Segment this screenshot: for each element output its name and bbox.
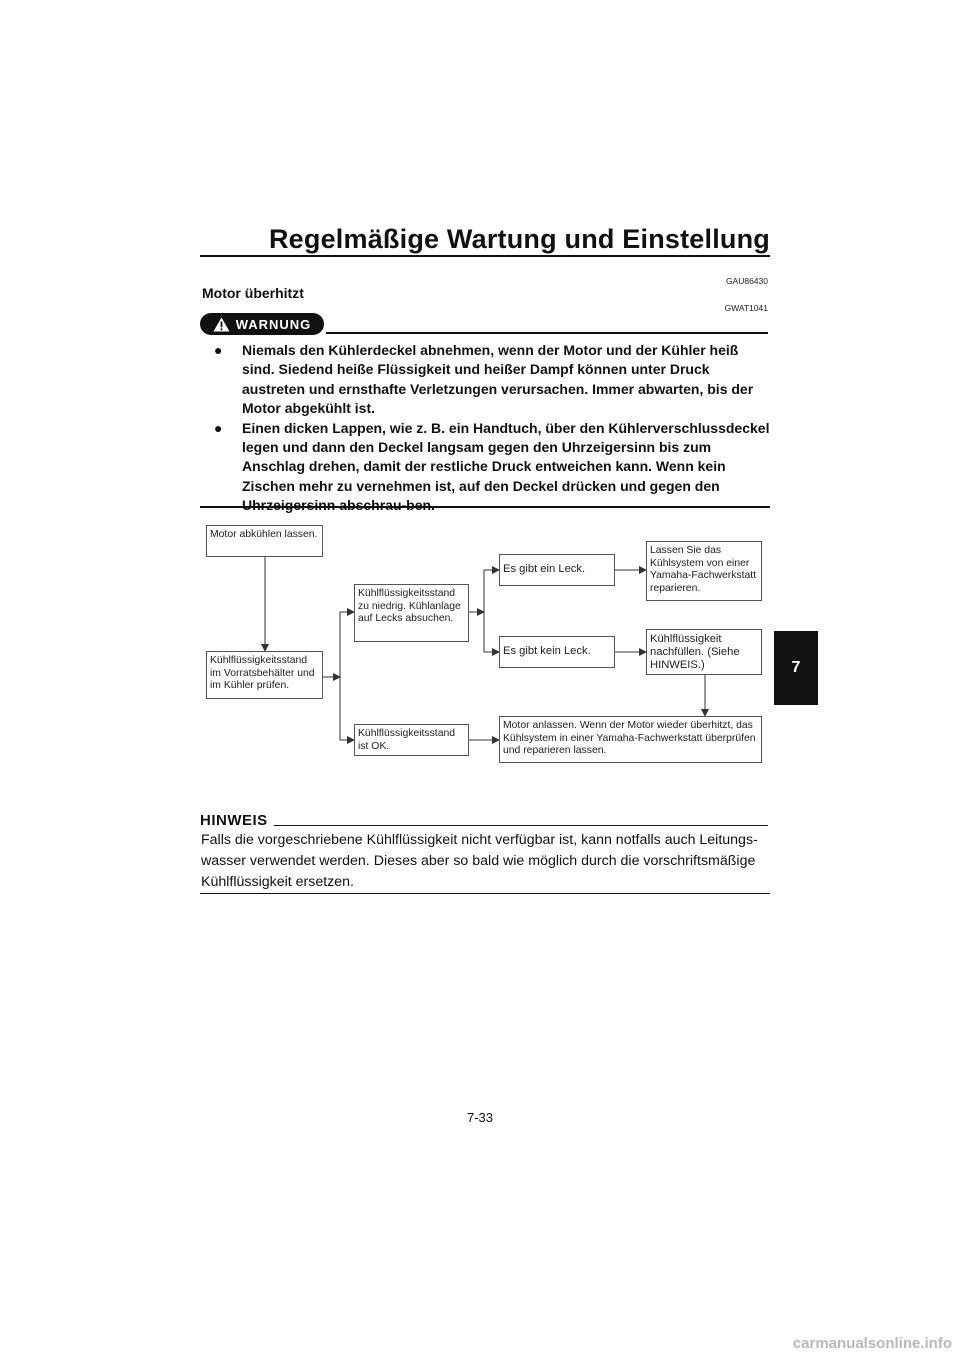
warning-code: GWAT1041 (724, 303, 768, 313)
chapter-tab-label: 7 (791, 659, 801, 676)
hinweis-text: Falls die vorgeschriebene Kühlflüssigkeit nicht verfügbar ist, kann notfalls auch Leitungs-wasser verwendet werden. Dieses aber so bald wie möglich durch die vorschriftsmäßige Kühlflüssigkeit ersetzen. (201, 832, 758, 890)
flow-box-refill: Kühlflüssigkeit nachfüllen. (Siehe HINWEIS.) (646, 629, 762, 675)
flow-box-level-ok: Kühlflüssigkeitsstand ist OK. (354, 724, 469, 756)
watermark: carmanualsonline.info (792, 1335, 952, 1352)
page-number: 7-33 (466, 1110, 494, 1125)
bullet-icon: ● (214, 342, 223, 358)
flow-box-no-leak: Es gibt kein Leck. (499, 636, 615, 668)
hinweis-label: HINWEIS (200, 812, 268, 829)
flow-box-cool-engine: Motor abkühlen lassen. (206, 525, 323, 557)
chapter-tab (774, 631, 818, 705)
flow-box-check-level: Kühlflüssigkeitsstand im Vorratsbehälter und im Kühler prüfen. (206, 651, 323, 699)
hinweis-rule (274, 825, 768, 826)
hinweis-end-rule (200, 893, 770, 894)
section-code: GAU86430 (725, 276, 768, 286)
flow-box-repair: Lassen Sie das Kühlsystem von einer Yamaha-Fachwerkstatt reparieren. (646, 541, 762, 601)
warning-item-text: Niemals den Kühlerdeckel abnehmen, wenn der Motor und der Kühler heiß sind. Siedend heiße Flüssigkeit und heißer Dampf können unter Druck austreten und ernsthafte Verletzungen verursachen. Immer abwarten, bis der Motor abgekühlt ist. (242, 342, 754, 417)
flow-box-start-engine: Motor anlassen. Wenn der Motor wieder überhitzt, das Kühlsystem in einer Yamaha-Fachwerkstatt überprüfen und reparieren lassen. (499, 716, 762, 763)
page-title: Regelmäßige Wartung und Einstellung (268, 224, 770, 254)
flow-box-level-low: Kühlflüssigkeitsstand zu niedrig. Kühlanlage auf Lecks absuchen. (354, 584, 469, 642)
warning-item-text: Einen dicken Lappen, wie z. B. ein Handtuch, über den Kühlerverschlussdeckel legen und dann den Deckel langsam gegen den Uhrzeigersinn bis zum Anschlag drehen, damit der restliche Druck entweichen kann. Wenn kein Zischen mehr zu vernehmen ist, auf den Deckel drücken und gegen den (242, 419, 770, 494)
flow-box-leak: Es gibt ein Leck. (499, 554, 615, 586)
warning-label: WARNUNG (235, 316, 312, 332)
section-title: Motor überhitzt (202, 285, 304, 301)
bullet-icon: ● (214, 419, 223, 436)
